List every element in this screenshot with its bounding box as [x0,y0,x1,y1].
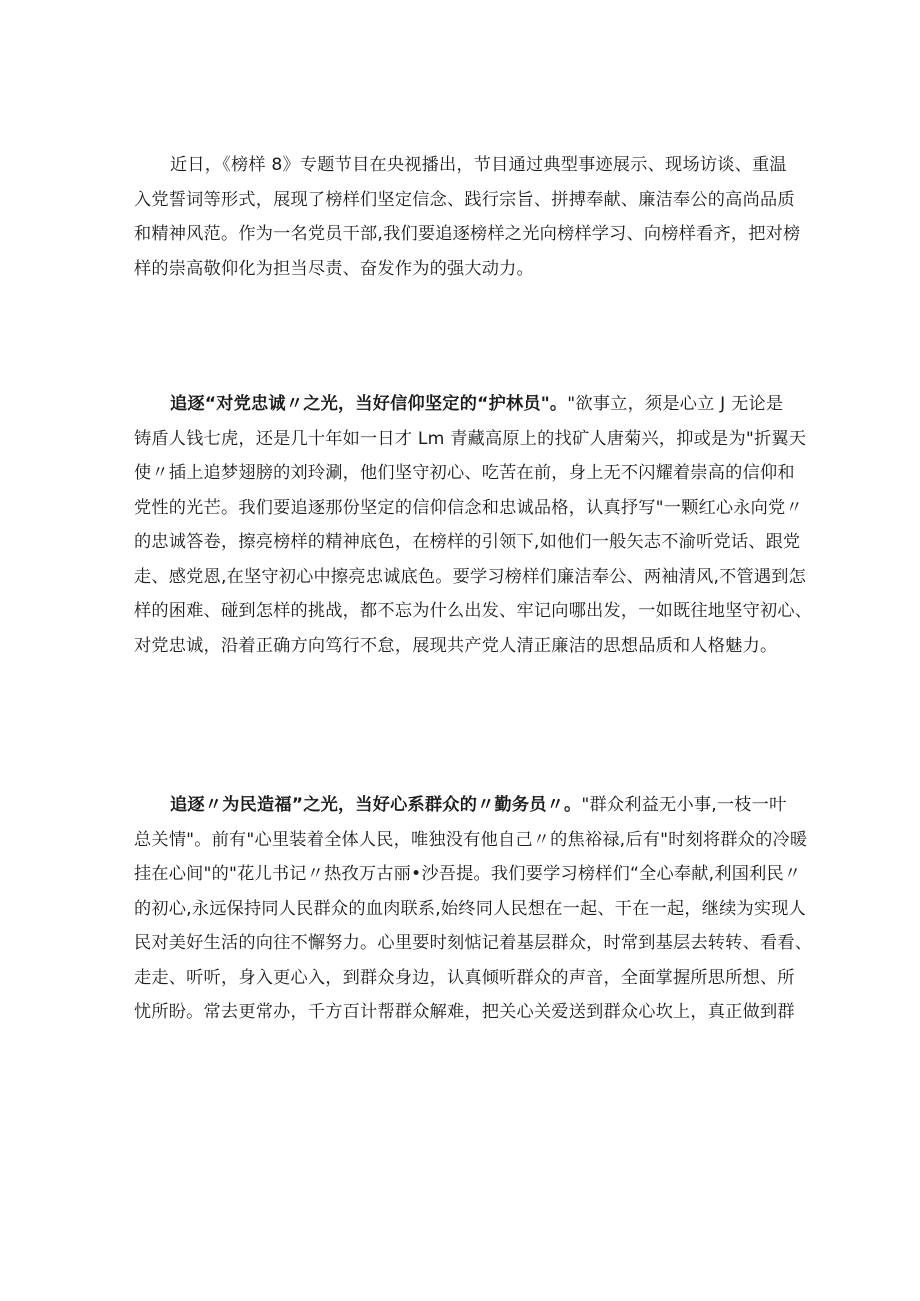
paragraph-loyalty [134,387,813,663]
paragraph-line: 近日，《榜样 8》专题节目在央视播出，节目通过典型事迹展示、现场访谈、重温 [170,155,787,175]
section-heading-loyalty: 追逐“对党忠诚〃之光，当好信仰坚定的“护林员"。 [170,394,568,414]
heading-line-rest: "群众利益无小事,一枝一叶 [581,795,787,815]
paragraph-line: 忧所盼。常去更常办，千方百计帮群众解难，把关心关爱送到群众心坎上，真正做到群 [134,1002,795,1022]
paragraph-first-line [134,788,799,823]
paragraph-line: 总关情"。前有"心里装着全体人民，唯独没有他自己〃的焦裕禄,后有"时刻将群众的冷暖 [134,829,808,850]
section-heading-people: 追逐〃为民造福”之光，当好心系群众的〃勤务员〃。 [170,795,582,815]
paragraph-line: 的忠诚答卷，擦亮榜样的精神底色，在榜样的引领下,如他们一般矢志不渝听党话、跟党 [134,532,801,552]
paragraph-line: 的初心,永远保持同人民群众的血肉联系,始终同人民想在一起、干在一起，继续为实现人 [134,898,807,919]
paragraph-line: 对党忠诚，沿着正确方向笃行不怠，展现共产党人清正廉洁的思想品质和人格魅力。 [134,635,778,656]
paragraph-first-line [134,387,799,422]
paragraph-people [134,788,813,1030]
heading-line-rest: "欲事立，须是心立 J 无论是 [567,394,784,414]
paragraph-line: 铸盾人钱七虎，还是几十年如一日才 Lm 青藏高原上的找矿人唐菊兴，抑或是为"折翼天 [134,428,807,449]
paragraph-line: 民对美好生活的向往不懈努力。心里要时刻惦记着基层群众，时常到基层去转转、看看、 [134,933,813,953]
paragraph-line: 样的崇高敬仰化为担当尽责、奋发作为的强大动力。 [134,258,534,279]
paragraph-line: 和精神风范。作为一名党员干部,我们要追逐榜样之光向榜样学习、向榜样看齐，把对榜 [134,224,801,244]
paragraph-line: 入党誓词等形式，展现了榜样们坚定信念、践行宗旨、拼搏奉献、廉洁奉公的高尚品质 [134,189,795,210]
paragraph-line: 走走、听听，身入更心入，到群众身边，认真倾听群众的声音，全面掌握所思所想、所 [134,967,795,988]
paragraph-line: 使〃插上追梦翅膀的刘玲涮，他们坚守初心、吃苦在前，身上无不闪耀着崇高的信仰和 [134,463,795,483]
paragraph-line: 党性的光芒。我们要追逐那份坚定的信仰信念和忠诚品格，认真抒写"一颗红心永向党〃 [134,497,803,518]
paragraph-line: 走、感党恩,在坚守初心中擦亮忠诚底色。要学习榜样们廉洁奉公、两袖清风,不管遇到怎 [134,566,807,587]
paragraph-line: 样的困难、碰到怎样的挑战，都不忘为什么出发、牢记向哪出发，一如既往地坚守初心、 [134,601,813,621]
paragraph-intro [134,148,799,286]
paragraph-line: 挂在心间"的"花儿书记〃热孜万古丽•沙吾提。我们要学习榜样们“全心奉献,利国利民〃 [134,864,802,884]
